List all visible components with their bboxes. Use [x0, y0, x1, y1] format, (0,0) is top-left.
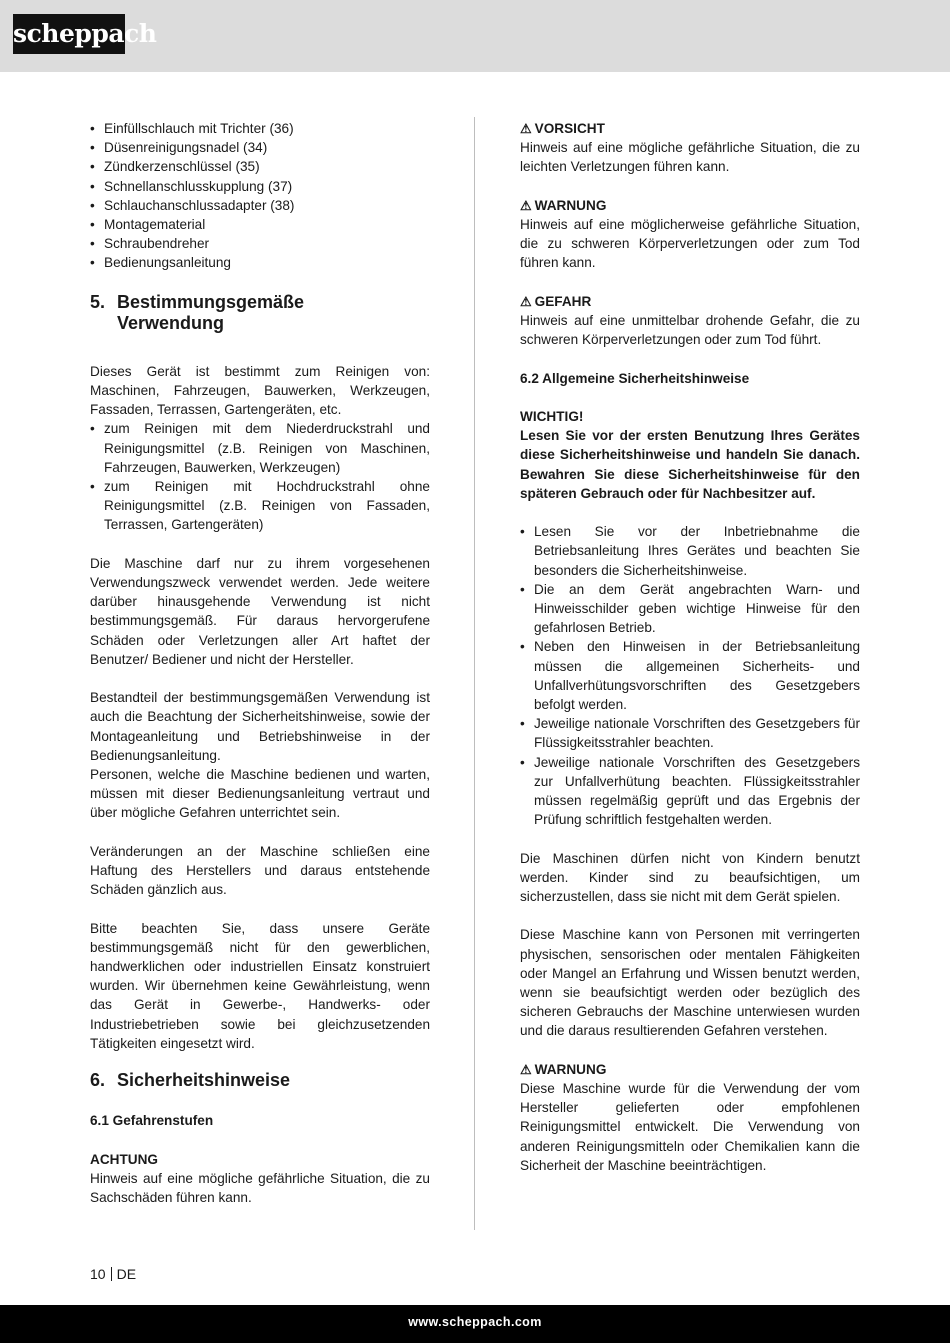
list-item: • Düsenreinigungsnadel (34) [90, 138, 430, 157]
paragraph-children: Die Maschinen dürfen nicht von Kindern benutzt werden. Kinder sind zu beaufsichtigen, um sicherzustellen, dass sie nicht mit dem Gerät spielen. [520, 850, 860, 905]
list-item: • Einfüllschlauch mit Trichter (36) [90, 119, 430, 138]
paragraph-operators: Personen, welche die Maschine bedienen und warten, müssen mit dieser Bedienungsanleitung vertraut und über mögliche Gefahren unterrichtet sein. [90, 767, 430, 821]
page-header [0, 0, 950, 72]
page-footer [0, 1305, 950, 1343]
list-item: • zum Reinigen mit dem Niederdruckstrahl und Reinigungsmittel (z.B. Reinigen von Maschinen, Fahrzeugen, Bauwerken, Werkzeugen) [90, 419, 430, 477]
footer-url: www.scheppach.com [408, 1315, 542, 1329]
paragraph-warranty: Bitte beachten Sie, dass unsere Geräte bestimmungsgemäß nicht für den gewerblichen, handwerklichen oder industriellen Einsatz konstruiert wurden. Wir übernehmen keine Gewährleistung, wenn das Gerät in Gewerbe-, Handwerks- oder Industriebetrieben sowie bei gleichzusetzenden Tätigkeiten eingesetzt wird. [90, 920, 430, 1051]
list-item: • Montagematerial [90, 215, 430, 234]
list-item: • Zündkerzenschlüssel (35) [90, 157, 430, 176]
page-number-value: 10 [90, 1266, 106, 1282]
list-item: • Schnellanschlusskupplung (37) [90, 177, 430, 196]
section-5-number: 5. [90, 291, 106, 312]
wichtig-text: Lesen Sie vor der ersten Benutzung Ihres Gerätes diese Sicherheitshinweise und handeln Sie danach. Bewahren Sie diese Sicherheitshinweise für den späteren Gebrauch oder für Nachbesitzer auf. [520, 428, 860, 501]
accessory-list [90, 119, 430, 273]
usage-list [90, 419, 430, 534]
list-item: • Die an dem Gerät angebrachten Warn- und Hinweisschilder geben wichtige Hinweise für den gefahrlosen Betrieb. [520, 580, 860, 638]
page-number [90, 1266, 136, 1282]
section-5-title-line1: Bestimmungsgemäße [117, 291, 305, 312]
list-item: • zum Reinigen mit Hochdruckstrahl ohne Reinigungsmittel (z.B. Reinigen von Fassaden, Terrassen, Gartengeräten) [90, 477, 430, 535]
warnung2-label: WARNUNG [534, 1061, 607, 1077]
warnung-heading [520, 196, 860, 215]
section-6-heading [90, 1070, 430, 1091]
warnung-label: WARNUNG [534, 197, 607, 213]
language-code: DE [116, 1266, 137, 1282]
list-item: • Bedienungsanleitung [90, 253, 430, 272]
section-5-intro: Dieses Gerät ist bestimmt zum Reinigen von: Maschinen, Fahrzeugen, Bauwerken, Werkzeugen, Fassaden, Terrassen, Gartengeräten, etc. [90, 363, 430, 418]
achtung-label: ACHTUNG [90, 1151, 158, 1167]
vorsicht-label: VORSICHT [534, 121, 605, 136]
vorsicht-heading [520, 119, 860, 138]
warnung-text: Hinweis auf eine möglicherweise gefährliche Situation, die zu schweren Körperverletzungen oder zum Tod führen kann. [520, 217, 860, 271]
gefahr-text: Hinweis auf eine unmittelbar drohende Gefahr, die zu schweren Körperverletzungen oder zum Tod führt. [520, 313, 860, 348]
warnung2-text: Diese Maschine wurde für die Verwendung der vom Hersteller gelieferten oder empfohlenen Reinigungsmittel entwickelt. Die Verwendung von anderen Reinigungsmitteln oder Chemikalien kann die Sicherheit der Maschine beeinträchtigen. [520, 1081, 860, 1173]
gefahr-label: GEFAHR [534, 293, 592, 309]
list-item: • Lesen Sie vor der Inbetriebnahme die Betriebsanleitung Ihres Gerätes und beachten Sie besonders die Sicherheitshinweise. [520, 522, 860, 580]
gefahr-heading [520, 292, 860, 311]
brand-logo: scheppach [13, 14, 125, 54]
list-item: • Schraubendreher [90, 234, 430, 253]
list-item: • Schlauchanschlussadapter (38) [90, 196, 430, 215]
paragraph-safety-part: Bestandteil der bestimmungsgemäßen Verwendung ist auch die Beachtung der Sicherheitshinweise, sowie der Montageanleitung und Betriebshinweise in der Bedienungsanleitung. [90, 690, 430, 763]
section-6-2-heading: 6.2 Allgemeine Sicherheitshinweise [520, 370, 750, 386]
list-item: • Jeweilige nationale Vorschriften des Gesetzgebers zur Unfallverhütung beachten. Flüssigkeitsstrahler müssen regelmäßig geprüft und das Ergebnis der Prüfung schriftlich festgehalten werden. [520, 753, 860, 830]
section-6-1-heading: 6.1 Gefahrenstufen [90, 1113, 214, 1129]
section-6-title: Sicherheitshinweise [117, 1070, 291, 1091]
left-column [90, 119, 430, 1226]
section-5-heading [90, 292, 430, 334]
warning-triangle-icon: ⚠ [520, 1061, 532, 1077]
paragraph-intended-use: Die Maschine darf nur zu ihrem vorgesehenen Verwendungszweck verwendet werden. Jede weitere darüber hinausgehende Verwendung ist nicht bestimmungsgemäß. Für daraus hervorgerufene Schäden oder Verletzungen aller Art haftet der Benutzer/ Bediener und nicht der Hersteller. [90, 555, 430, 667]
section-6-number: 6. [90, 1070, 106, 1091]
vorsicht-text: Hinweis auf eine mögliche gefährliche Situation, die zu leichten Verletzungen führen kann. [520, 140, 860, 175]
achtung-text: Hinweis auf eine mögliche gefährliche Situation, die zu Sachschäden führen kann. [90, 1170, 430, 1206]
page-separator [111, 1267, 112, 1281]
paragraph-persons: Diese Maschine kann von Personen mit verringerten physischen, sensorischen oder mentalen Fähigkeiten oder Mangel an Erfahrung und Wissen benutzt werden, wenn sie beaufsichtigt werden oder bezüglich des sicheren Gebrauchs der Maschine unterwiesen wurden und die daraus resultierenden Gefahren verstehen. [520, 927, 860, 1039]
safety-list [520, 522, 860, 829]
section-5-title-line2: Verwendung [117, 312, 225, 333]
warning-triangle-icon: ⚠ [520, 293, 532, 309]
list-item: • Jeweilige nationale Vorschriften des Gesetzgebers für Flüssigkeitsstrahler beachten. [520, 714, 860, 752]
right-column [520, 119, 860, 1194]
warning-triangle-icon: ⚠ [520, 121, 532, 136]
warnung2-heading [520, 1060, 860, 1079]
column-divider [474, 117, 475, 1230]
paragraph-modifications: Veränderungen an der Maschine schließen eine Haftung des Herstellers und daraus entstehende Schäden gänzlich aus. [90, 843, 430, 898]
list-item: • Neben den Hinweisen in der Betriebsanleitung müssen die allgemeinen Sicherheits- und Unfallverhütungsvorschriften des Gesetzgebers befolgt werden. [520, 637, 860, 714]
wichtig-label: WICHTIG! [520, 408, 584, 424]
warning-triangle-icon: ⚠ [520, 197, 532, 213]
